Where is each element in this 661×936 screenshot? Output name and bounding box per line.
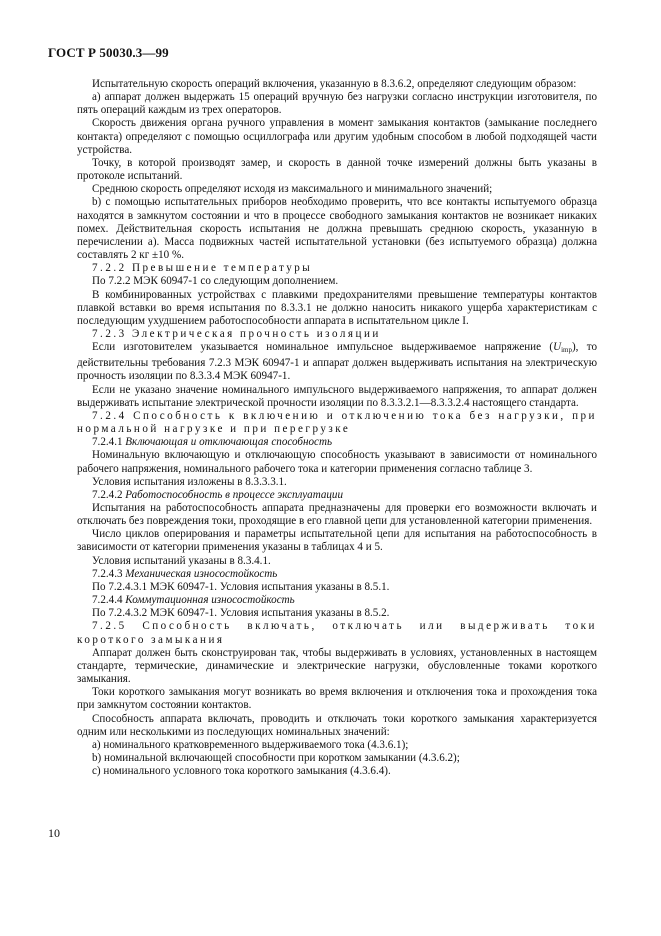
subsection-heading <box>77 594 597 607</box>
uimp-subscript: imp <box>561 346 572 355</box>
paragraph: По 7.2.4.3.2 МЭК 60947-1. Условия испытания указаны в 8.5.2. <box>92 607 390 620</box>
subsection-title: Включающая и отключающая способность <box>125 436 333 449</box>
subsection-heading <box>77 436 597 449</box>
list-item: c) номинального условного тока короткого замыкания (4.3.6.4). <box>92 765 391 778</box>
paragraph: Условия испытаний указаны в 8.3.4.1. <box>92 554 271 567</box>
subsection-title: Коммутационная износостойкость <box>125 594 295 607</box>
paragraph: Скорость движения органа ручного управления в момент замыкания контактов (замыкание последнего контакта) определяют с помощью осциллографа или другим удобным способом в любой подходящей части устройства. <box>77 117 597 156</box>
paragraph: Если не указано значение номинального импульсного выдерживаемого напряжения, то аппарат должен выдерживать испытание электрической прочности изоляции по 8.3.3.2.1—8.3.3.2.4 настоящего стандарта. <box>77 383 597 409</box>
list-item: a) аппарат должен выдержать 15 операций вручную без нагрузки согласно инструкции изготовителя, по пять операций каждым из трех операторов. <box>77 91 597 117</box>
list-item: b) номинальной включающей способности при коротком замыкании (4.3.6.2); <box>92 751 460 764</box>
document-body <box>77 78 597 778</box>
document-header: ГОСТ Р 50030.3—99 <box>48 45 169 60</box>
paragraph: Способность аппарата включать, проводить и отключать токи короткого замыкания характеризуется одним или несколькими из последующих номинальных значений: <box>77 712 597 738</box>
paragraph: По 7.2.2 МЭК 60947-1 со следующим дополнением. <box>92 275 339 288</box>
paragraph: Аппарат должен быть сконструирован так, чтобы выдерживать в условиях, установленных в настоящем стандарте, термические, динамические и электрические нагрузки, обусловленные токами короткого замыкания. <box>77 646 597 686</box>
subsection-number: 7.2.4.3 <box>92 567 126 580</box>
paragraph: Токи короткого замыкания могут возникать во время включения и отключения тока и прохождения тока при замкнутом состоянии контактов. <box>77 686 597 712</box>
subsection-heading <box>77 489 597 502</box>
subsection-number: 7.2.4.4 <box>92 594 126 607</box>
subsection-title: Работоспособность в процессе эксплуатации <box>125 488 344 501</box>
paragraph: Число циклов оперирования и параметры испытательной цепи для испытания на работоспособность в зависимости от категории применения указаны в таблицах 4 и 5. <box>77 528 597 554</box>
paragraph: Условия испытания изложены в 8.3.3.3.1. <box>92 475 287 488</box>
list-item: a) номинального кратковременного выдерживаемого тока (4.3.6.1); <box>92 738 409 751</box>
page-number: 10 <box>48 826 60 840</box>
paragraph: Номинальную включающую и отключающую способность указывают в зависимости от номинального рабочего напряжения, номинального рабочего тока и категории применения согласно таблице 3. <box>77 449 597 475</box>
uimp-text-end: ), то действительны требования 7.2.3 МЭК 60947-1 и аппарат должен выдерживать испытания на электрическую прочность изоляции по 8.3.3.4 МЭК 60947-1. <box>77 341 597 383</box>
paragraph: В комбинированных устройствах с плавкими предохранителями превышение температуры контактов плавкой вставки во время испытания по 8.3.3.1 не должно наносить никакого ущерба характеристикам с последующим ухудшением работоспособности аппарата в испытательном цикле I. <box>77 288 597 327</box>
section-heading: 7.2.2 Превышение температуры <box>92 262 313 275</box>
subsection-number: 7.2.4.2 <box>92 488 126 501</box>
paragraph: Точку, в которой производят замер, и скорость в данной точке измерений должны быть указаны в протоколе испытаний. <box>77 156 597 183</box>
section-heading: 7.2.4 Способность к включению и отключению тока без нагрузки, при нормальной нагрузке и при перегрузке <box>77 409 597 436</box>
paragraph-uimp <box>77 341 597 383</box>
list-item: b) с помощью испытательных приборов необходимо проверить, что все контакты испытуемого образца находятся в замкнутом состоянии и что в процессе свободного замыкания контактов не возникает никаких помех. Действительная скорость испытания не должна превышать среднюю скорость, указанную в перечислении а). Масса подвижных частей испытательной установки (без испытуемого образца) должна составлять 2 кг ±10 %. <box>77 196 597 262</box>
paragraph: Испытания на работоспособность аппарата предназначены для проверки его возможности включать и отключать без повреждения токи, проходящие в его главной цепи для установленной категории применения. <box>77 502 597 528</box>
uimp-symbol: U <box>553 341 562 354</box>
subsection-heading <box>77 568 597 581</box>
paragraph: Среднюю скорость определяют исходя из максимального и минимального значений; <box>92 183 493 196</box>
paragraph: Испытательную скорость операций включения, указанную в 8.3.6.2, определяют следующим образом: <box>92 78 577 90</box>
section-heading: 7.2.3 Электрическая прочность изоляции <box>92 327 381 340</box>
uimp-text-start: Если изготовителем указывается номинальное импульсное выдерживаемое напряжение ( <box>92 341 554 354</box>
paragraph: По 7.2.4.3.1 МЭК 60947-1. Условия испытания указаны в 8.5.1. <box>92 580 390 593</box>
subsection-title: Механическая износостойкость <box>125 567 278 580</box>
subsection-number: 7.2.4.1 <box>92 436 126 449</box>
section-heading: 7.2.5 Способность включать, отключать или выдерживать токи короткого замыкания <box>77 620 597 646</box>
